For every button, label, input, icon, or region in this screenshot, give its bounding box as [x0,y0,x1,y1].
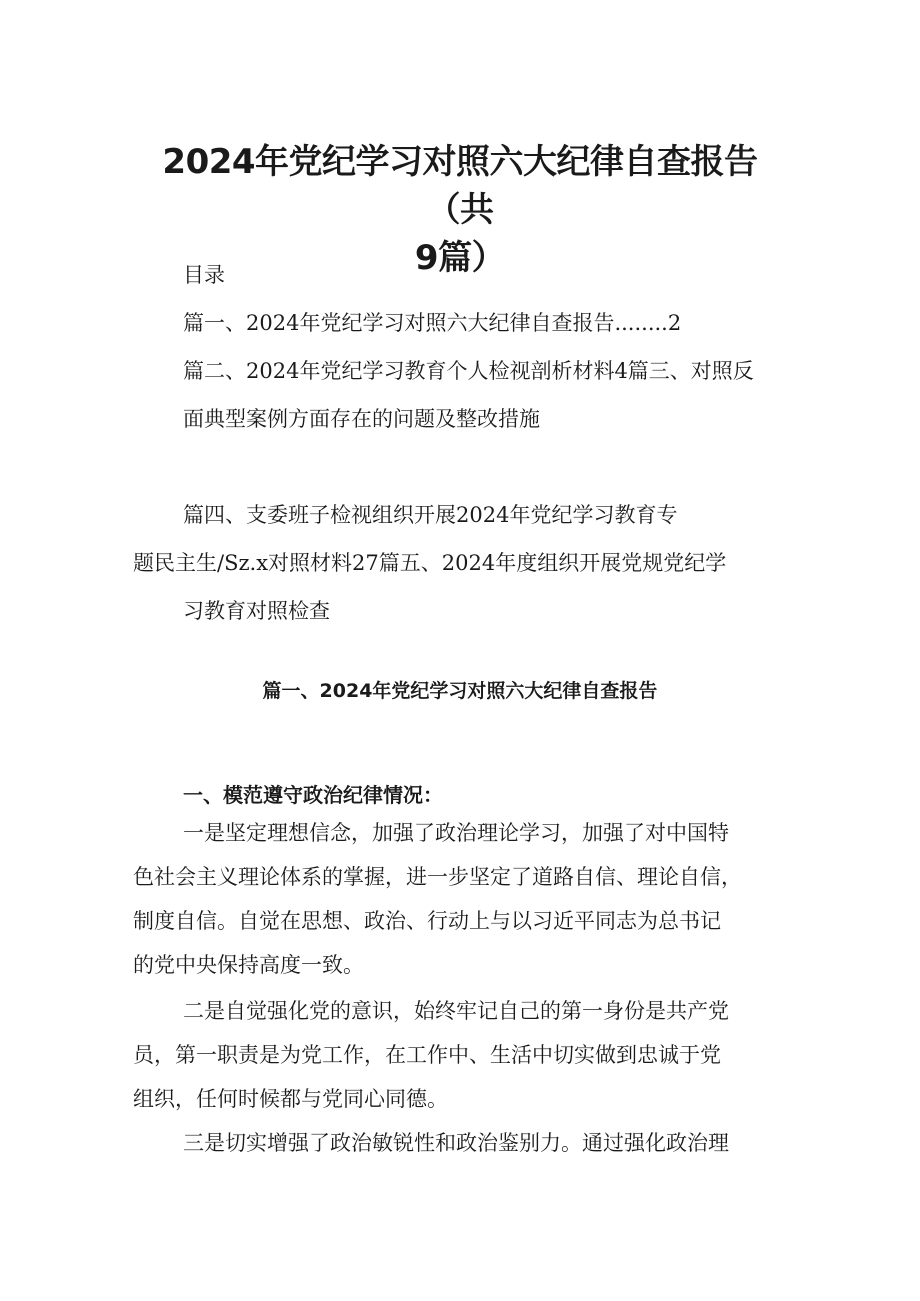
toc-item-3-line-1[interactable]: 篇四、支委班子检视组织开展2024年党纪学习教育专 [183,503,678,527]
toc-item-3-line-2[interactable]: 题民主生/Sz.x对照材料27篇五、2024年度组织开展党规党纪学 [133,551,727,575]
section-title: 篇一、2024年党纪学习对照六大纪律自查报告 [262,680,658,702]
document-title [130,138,790,282]
paragraph-2-line-3: 组织，任何时候都与党同心同德。 [133,1087,448,1111]
paragraph-2-line-2: 员，第一职责是为党工作，在工作中、生活中切实做到忠诚于党 [133,1043,721,1067]
toc-item-2-line-1[interactable]: 篇二、2024年党纪学习教育个人检视剖析材料4篇三、对照反 [183,359,754,383]
paragraph-2-line-1: 二是自觉强化党的意识，始终牢记自己的第一身份是共产党 [183,999,729,1023]
toc-item-1[interactable]: 篇一、2024年党纪学习对照六大纪律自查报告........2 [183,311,682,335]
title-line-1: 2024年党纪学习对照六大纪律自查报告（共 [162,142,758,230]
paragraph-1-line-4: 的党中央保持高度一致。 [133,953,364,977]
toc-item-3-line-3[interactable]: 习教育对照检查 [183,599,330,623]
paragraph-3-line-1: 三是切实增强了政治敏锐性和政治鉴别力。通过强化政治理 [183,1131,729,1155]
paragraph-1-line-3: 制度自信。自觉在思想、政治、行动上与以习近平同志为总书记 [133,909,721,933]
sub-heading: 一、模范遵守政治纪律情况： [183,783,443,807]
title-line-2: 9篇） [414,238,506,278]
paragraph-1-line-1: 一是坚定理想信念，加强了政治理论学习，加强了对中国特 [183,821,729,845]
paragraph-1-line-2: 色社会主义理论体系的掌握，进一步坚定了道路自信、理论自信， [133,865,742,889]
toc-heading: 目录 [183,263,225,287]
toc-item-2-line-2[interactable]: 面典型案例方面存在的问题及整改措施 [183,407,540,431]
